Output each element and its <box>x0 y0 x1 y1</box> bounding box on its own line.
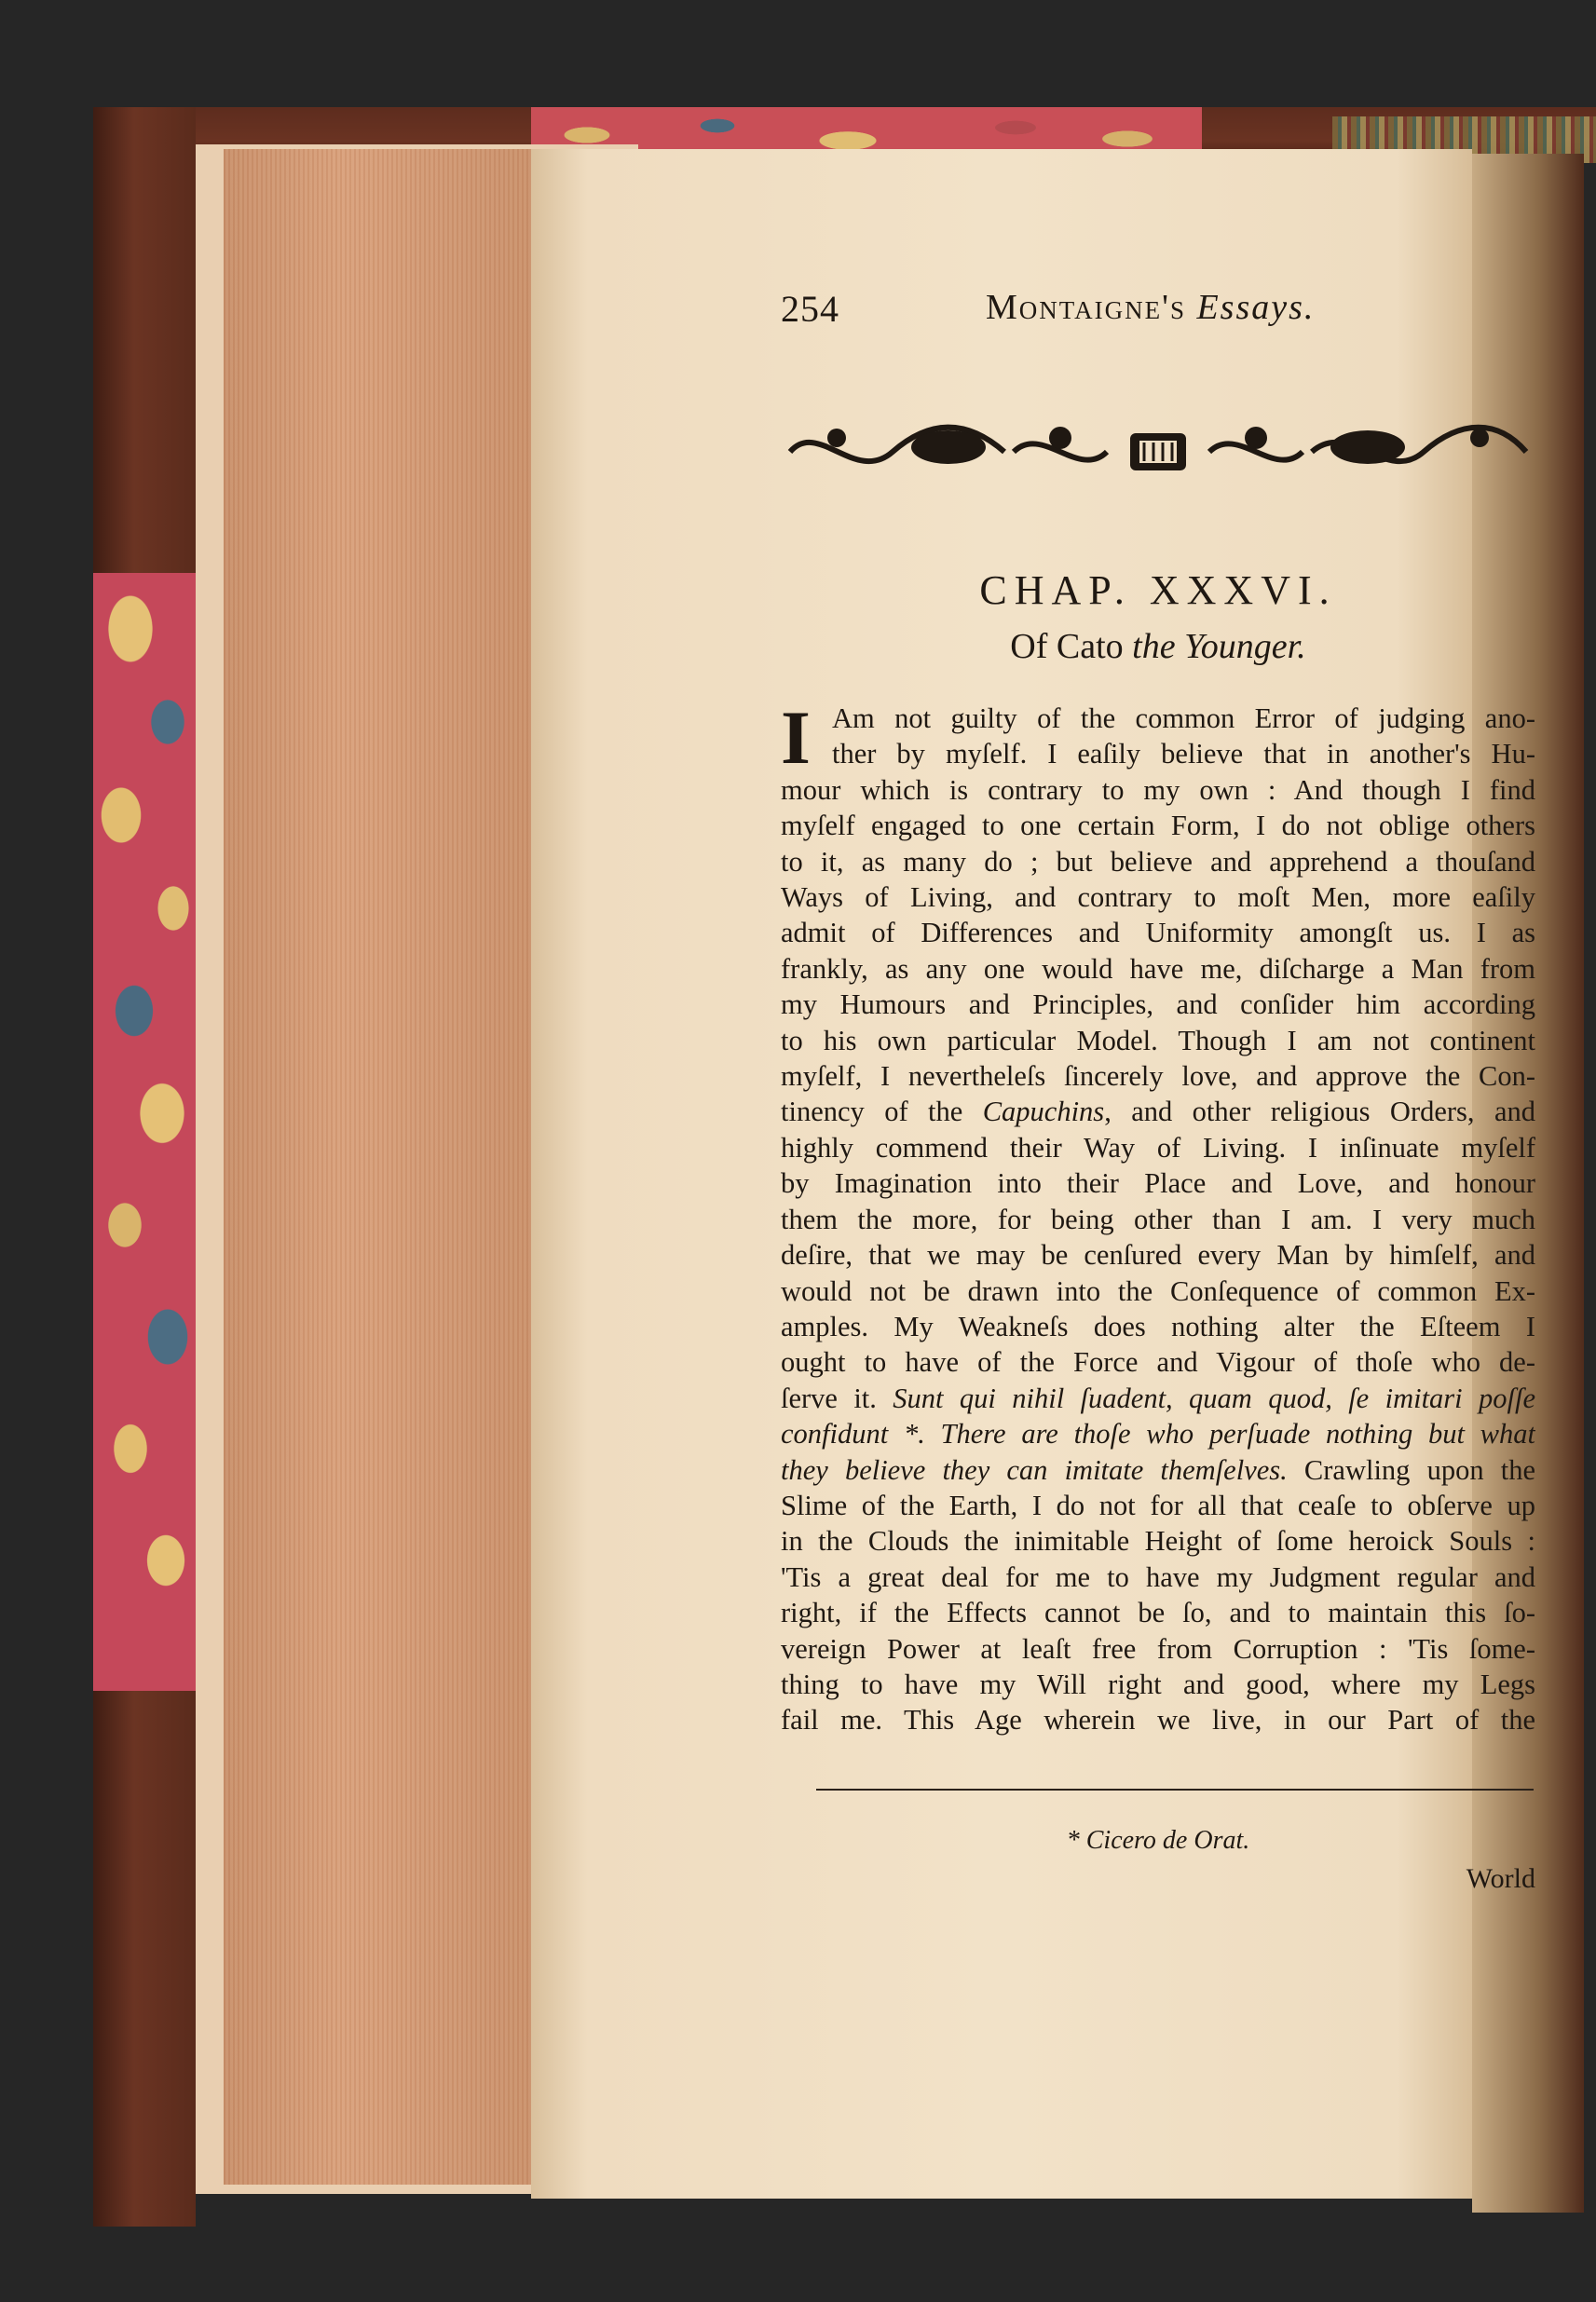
chapter-title-italic: the Younger. <box>1132 627 1306 666</box>
page-number: 254 <box>781 288 839 330</box>
text-line: admit of Differences and Uniformity amongſt us. I as <box>781 917 1535 949</box>
footnote-rule <box>816 1789 1534 1791</box>
text-line: Slime of the Earth, I do not for all that ceaſe to obſerve up <box>781 1489 1535 1521</box>
text-line: myſelf, I nevertheleſs ſincerely love, and approve the Con- <box>781 1060 1535 1093</box>
body-text <box>781 695 1535 1738</box>
text-block <box>781 279 1535 1894</box>
text-line: confidunt *. There are thoſe who perſuade nothing but what <box>781 1418 1535 1451</box>
running-head-author: Montaigne's <box>986 288 1186 327</box>
text-line: 'Tis a great deal for me to have my Judgment regular and <box>781 1560 1535 1593</box>
text-line: highly commend their Way of Living. I inſinuate myſelf <box>781 1131 1535 1164</box>
text-line: mour which is contrary to my own : And though I find <box>781 773 1535 806</box>
text-line: frankly, as any one would have me, diſcharge a Man from <box>781 952 1535 985</box>
text-line: to his own particular Model. Though I am not continent <box>781 1024 1535 1056</box>
text-line: them the more, for being other than I am. I very much <box>781 1203 1535 1235</box>
text-line: ther by myſelf. I eaſily believe that in another's Hu- <box>832 738 1535 770</box>
text-line: myſelf engaged to one certain Form, I do not oblige others <box>781 810 1535 842</box>
text-line: to it, as many do ; but believe and apprehend a thouſand <box>781 845 1535 878</box>
chapter-title <box>781 626 1535 667</box>
text-line: vereign Power at leaſt free from Corruption : 'Tis ſome- <box>781 1632 1535 1665</box>
text-line: ought to have of the Force and Vigour of thoſe who de- <box>781 1346 1535 1379</box>
drop-cap: I <box>781 695 811 780</box>
text-line: thing to have my Will right and good, where my Legs <box>781 1668 1535 1700</box>
catchword: World <box>1466 1863 1535 1894</box>
text-line: by Imagination into their Place and Love, and honour <box>781 1167 1535 1200</box>
footnote: * Cicero de Orat. <box>1066 1826 1250 1855</box>
headpiece-ornament <box>781 410 1535 494</box>
chapter-title-plain: Of Cato <box>1010 627 1124 666</box>
text-line: amples. My Weakneſs does nothing alter the Eſteem I <box>781 1310 1535 1342</box>
text-line: Am not guilty of the common Error of judging ano- <box>832 702 1535 734</box>
text-line: tinency of the Capuchins, and other religious Orders, and <box>781 1096 1535 1128</box>
text-line: right, if the Effects cannot be ſo, and to maintain this ſo- <box>781 1597 1535 1629</box>
body-lines <box>781 695 1535 1738</box>
text-line: Ways of Living, and contrary to moſt Men, more eaſily <box>781 881 1535 914</box>
text-line: would not be drawn into the Conſequence of common Ex- <box>781 1274 1535 1307</box>
text-line: deſire, that we may be cenſured every Man by himſelf, and <box>781 1239 1535 1272</box>
text-line: they believe they can imitate themſelves. Crawling upon the <box>781 1453 1535 1486</box>
text-line: ſerve it. Sunt qui nihil ſuadent, quam quod, ſe imitari poſſe <box>781 1382 1535 1414</box>
text-line: my Humours and Principles, and conſider him according <box>781 988 1535 1021</box>
running-title <box>986 287 1315 328</box>
text-line: fail me. This Age wherein we live, in our Part of the <box>781 1704 1535 1737</box>
text-line: in the Clouds the inimitable Height of ſome heroick Souls : <box>781 1525 1535 1558</box>
chapter-number: CHAP. XXXVI. <box>979 567 1337 613</box>
running-head <box>781 279 1535 335</box>
running-head-work: Essays. <box>1196 288 1316 327</box>
marbled-endpaper-left <box>93 573 196 1691</box>
